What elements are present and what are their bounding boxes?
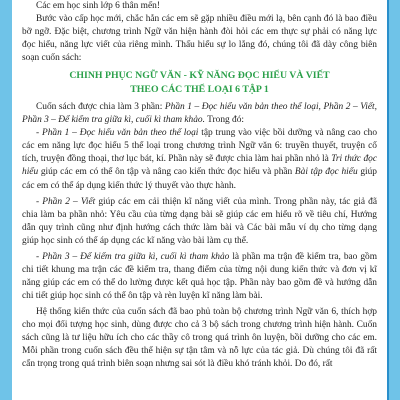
right-decorative-band [389,0,400,400]
book-title-line-2: THEO CÁC THỂ LOẠI 6 TẬP 1 [130,83,269,95]
intro-paragraph: Bước vào cấp học mới, chắc hẳn các em sẽ gặp nhiều điều mới lạ, bên cạnh đó là bao điều bỡ ngỡ. Đặc biệt, chương trình Ngữ văn hiện hành đòi hỏi các em thực sự phải có năng lực đọc hiểu, năng lực viết của riêng mình. Thấu hiểu sự lo lắng đó, chúng tôi đã dày công biên soạn cuốn sách: [22,14,377,64]
part2-heading: Phần 2 – Viết [42,196,96,207]
part1-subpart-theory: Tri thức đọc hiểu [22,154,377,178]
part3-paragraph: - Phần 3 – Để kiểm tra giữa kì, cuối kì tham khảo là phần ma trận đề kiểm tra, bao gồm chi tiết khung ma trận các đề kiểm tra, thang điểm của từng nội dung kiến thức và đơn vị kĩ năng giúp các em có thể do lường được kết quả học tập. Phần này bao gồm đề và hướng dẫn chi tiết giúp học sinh có thể ôn tập và rèn luyện kĩ năng làm bài. [22,251,377,301]
closing-paragraph: Hệ thống kiến thức của cuốn sách đã bao phủ toàn bộ chương trình Ngữ văn 6, thích hợp cho mọi đối tượng học sinh, dùng được cho cả 3 bộ sách trong chương trình hiện hành. Cuốn sách cũng là tư liệu hữu ích cho các thầy cô trong quá trình ôn luyện, bồi dưỡng cho các em. Mỗi phần trong cuốn sách đều thể hiện sự tận tâm và nỗ lực của tác giả. Dù chúng tôi đã rất cẩn trọng trong quá trình biên soạn nhưng sai sót là điều khó tránh khỏi. Do đó, rất [22,306,377,370]
page-content [22,0,377,400]
structure-parts-italic: Phần 1 – Đọc hiểu văn bản theo thể loại, Phần 2 – Viết, Phần 3 – Để kiểm tra giữa kì, cuối kì tham khảo. [22,102,377,126]
part3-heading: Phần 3 – Để kiểm tra giữa kì, cuối kì tham khảo [42,251,230,262]
structure-paragraph: Cuốn sách được chia làm 3 phần: Phần 1 – Đọc hiểu văn bản theo thể loại, Phần 2 – Viết, Phần 3 – Để kiểm tra giữa kì, cuối kì tham khảo. Trong đó: [22,102,377,126]
greeting: Các em học sinh lớp 6 thân mến! [36,1,160,11]
book-title [22,69,377,96]
left-decorative-band [0,0,12,400]
book-title-line-1: CHINH PHỤC NGỮ VĂN - KỸ NĂNG ĐỌC HIỂU VÀ VIẾT [69,70,330,82]
part1-heading: Phần 1 – Đọc hiểu văn bản theo thể loại [41,128,199,139]
part1-subpart-exercises: Bài tập đọc hiểu [294,167,358,178]
part2-paragraph: - Phần 2 – Viết giúp các em cải thiện kĩ năng viết của mình. Trong phần này, tác giả đã chia làm ba phần nhỏ: Yêu cầu của từng dạng bài sẽ giúp các em hiểu rõ về tiêu chí, Hướng dẫn quy trình cũng như định hướng cách thức làm bài và Các bài mẫu ví dụ cho từng dạng giúp học sinh có thể áp dụng các kĩ năng vào bài làm cụ thể. [22,196,377,246]
part1-paragraph: - Phần 1 – Đọc hiểu văn bản theo thể loại tập trung vào việc bồi dưỡng và nâng cao cho các em năng lực đọc hiểu 5 thể loại trong chương trình Ngữ văn 6: truyền thuyết, truyện cổ tích, truyện đồng thoại, thơ lục bát, kí. Phần này sẽ được chia làm hai phần nhỏ là Tri thức đọc hiểu giúp các em có thể ôn tập và nâng cao kiến thức đọc hiểu và phần Bài tập đọc hiểu giúp các em có thể áp dụng kiến thức lý thuyết vào thực hành. [22,128,378,191]
